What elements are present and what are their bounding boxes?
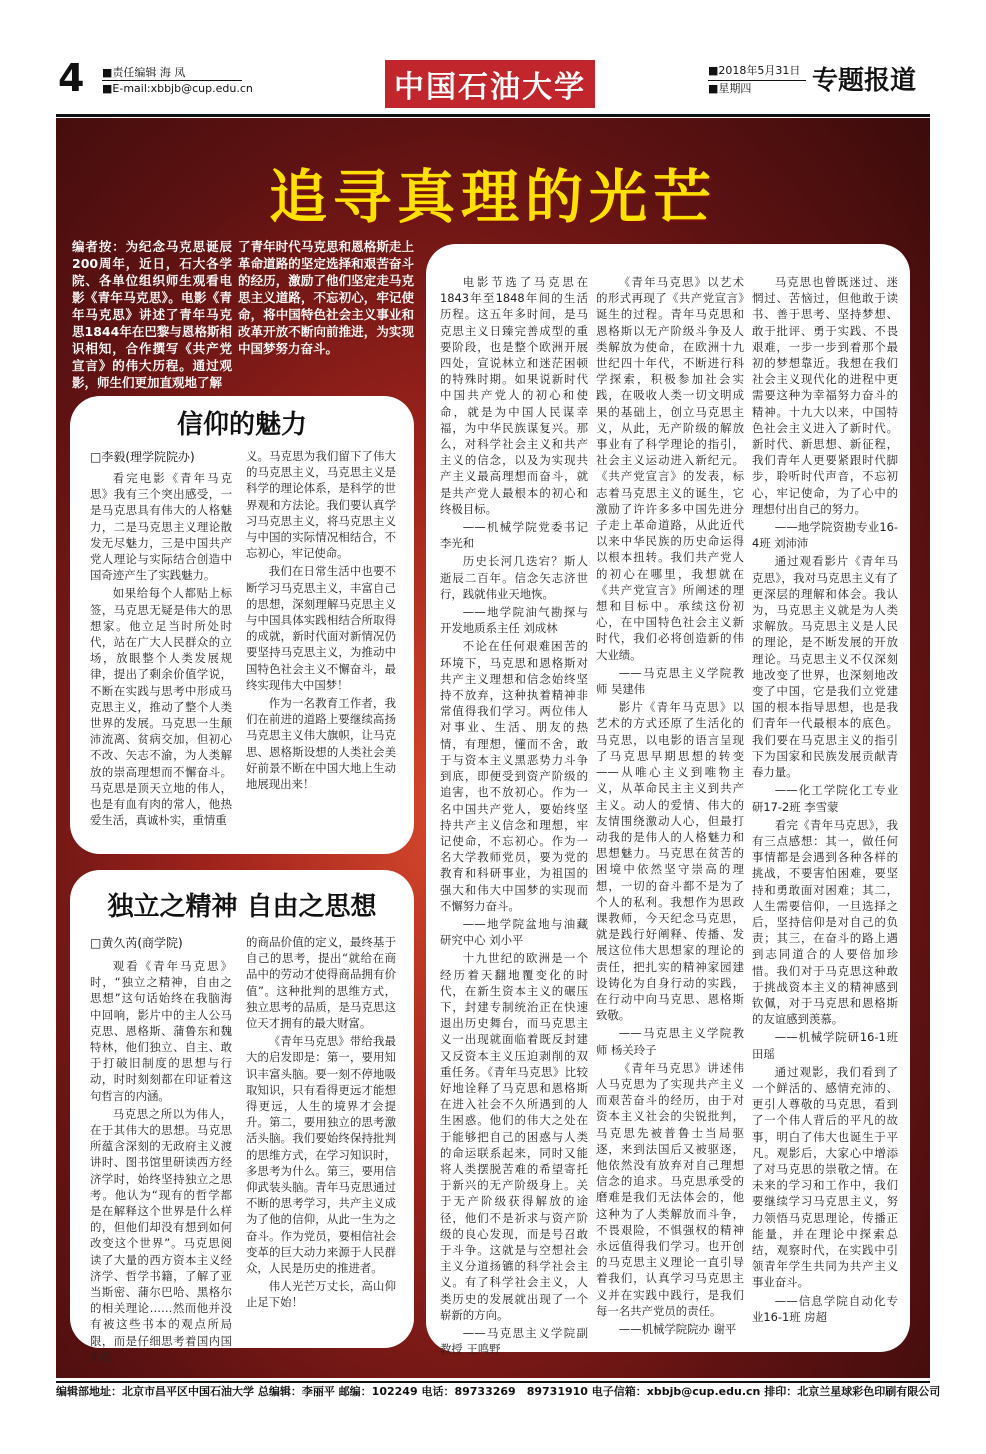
signature: ——机械学院党委书记 李光和 bbox=[440, 520, 588, 551]
paragraph: 我们在日常生活中也要不断学习马克思主义，丰富自己的思想，深刻理解马克思主义与中国具体实践相结合所取得的成就，新时代面对新情况仍要坚持马克思主义，为推动中国特色社会主义不懈奋斗，最终实现伟大中国梦！ bbox=[246, 564, 396, 692]
footer-postcode: 邮编：102249 bbox=[338, 1385, 418, 1398]
paragraph: 不论在任何艰难困苦的环境下，马克思和恩格斯对共产主义理想和信念始终坚持不放弃，这种执着精神非常值得我们学习。两位伟人对事业、生活、朋友的热情，有理想，懂而不舍，敢于与资本主义黑恶势力斗争到底，即便受到资产阶级的追害，也不放初心。作为一名中国共产党人，要始终坚持共产主义信念和理想，牢记使命，不忘初心。作为一名大学教师党员，要为党的教育和科研事业，为祖国的强大和伟大中国梦的实现而不懈努力奋斗。 bbox=[440, 639, 588, 913]
feature-title: 追寻真理的光芒 bbox=[268, 163, 717, 231]
header-rule-right bbox=[708, 80, 806, 81]
paragraph: 《青年马克思》带给我最大的启发即是：第一，要用知识丰富头脑。要一刻不停地吸取知识，只有看得更远才能想得更远，人生的境界才会提升。第二，要用独立的思考激活头脑。我们要始终保持批判的思维方式，在学习知识时，多思考为什么。第三，要用信仰武装头脑。青年马克思通过不断的思考学习，共产主义成为了他的信仰，从此一生为之奋斗。作为党员，要相信社会变革的巨大动力来源于人民群众，人民是历史的推进者。 bbox=[246, 1034, 396, 1276]
masthead-logo: 中国石油大学 bbox=[385, 60, 595, 108]
article-box-comments bbox=[426, 244, 910, 1357]
signature: ——化工学院化工专业研17-2班 李雪蒙 bbox=[752, 783, 898, 814]
paragraph: 伟人光芒万丈长，高山仰止足下始！ bbox=[246, 1279, 396, 1310]
editor-line: ■责任编辑 海 凤 bbox=[102, 66, 186, 79]
editor-note-part1: 编者按：为纪念马克思诞辰200周年，近日，石大各学院、各单位组织师生观看电影《青年马克思》。电影《青年马克思》讲述了青年马克思1844年在巴黎与恩格斯相识相知，合作撰写《共产党宣言》的伟大历程。通过观影，师生们更加直观地了解 bbox=[72, 239, 232, 390]
paragraph: 看完电影《青年马克思》我有三个突出感受，一是马克思具有伟大的人格魅力，二是马克思主义理论散发无尽魅力，三是中国共产党人理论与实际结合创造中国奇迹产生了实践魅力。 bbox=[90, 471, 232, 583]
article-column-independence-2 bbox=[246, 934, 396, 1313]
paragraph: 马克思也曾既迷过、迷惘过、苦恼过，但他敢于读书、善于思考、坚持梦想、敢于批评、勇于实践、不畏艰难，一步一步到着那个最初的梦想靠近。我想在我们社会主义现代化的进程中更需要这种为幸福努力奋斗的精神。十九大以来，中国特色社会主义进入了新时代。新时代、新思想、新征程，我们青年人更要紧跟时代脚步，聆听时代声音，不忘初心，牢记使命，为了心中的理想付出自己的努力。 bbox=[752, 275, 898, 516]
paragraph: 十九世纪的欧洲是一个经历着天翻地覆变化的时代，在新生资本主义的碾压下，封建专制统治正在快速退出历史舞台，而马克思主义一出现就面临着既反封建又反资本主义压迫剥削的双重任务。《青年马克思》比较好地诠释了马克思和恩格斯在进入社会不久所遇到的人生困惑。他们的伟大之处在于能够把自己的困惑与人类的命运联系起来，同时又能将人类摆脱苦难的希望寄托于新兴的无产阶级身上。关于无产阶级获得解放的途径，他们不是祈求与资产阶级的良心发现，而是号召敢于斗争。这就是与空想社会主义分道扬镳的科学社会主义。有了科学社会主义，人类历史的发展就出现了一个崭新的方向。 bbox=[440, 951, 588, 1322]
footer-printer: 排印：北京兰星球彩色印刷有限公司 bbox=[764, 1385, 941, 1398]
paragraph: 马克思之所以为伟人，在于其伟大的思想。马克思所蕴含深刻的无政府主义渡讲时、图书馆里研读西方经济学时，始终坚持独立之思考。他认为“现有的哲学都是在解释这个世界是什么样的，但他们却没有想到如何改变这个世界”。马克思阅读了大量的西方资本主义经济学、哲学书籍，了解了亚当斯密、蒲尔巴哈、黑格尔的相关理论……然而他并没有被这些书本的观点所局限，而是仔细思考着国内国外的 bbox=[90, 1106, 232, 1364]
paragraph: 观看《青年马克思》时，“独立之精神，自由之思想”这句话始终在我脑海中回响，影片中的主人公马克思、恩格斯、蒲鲁东和魏特林，他们独立、自主、敢于打破旧制度的思想与行动，时时刻刻都在印证着这句哲言的内涵。 bbox=[90, 959, 232, 1103]
paragraph: 通过观看影片《青年马克思》，我对马克思主义有了更深层的理解和体会。我认为，马克思主义就是为人类求解放。马克思主义是人民的理论，是不断发展的开放理论。马克思主义不仅深刻地改变了世界，也深刻地改变了中国，它是我们立党建国的根本指导思想，也是我们青年一代最根本的底色。我们要在马克思主义的指引下为国家和民族发展贡献青春力量。 bbox=[752, 554, 898, 780]
paragraph: 电影节选了马克思在1843年至1848年间的生活历程。这五年多时间，是马克思主义日臻完善成型的重要阶段，也是整个欧洲开展四处，宣说林立和迷茫困顿的特殊时期。如果说新时代中国共产党人的初心和使命，就是为中国人民谋幸福，为中华民族谋复兴。那么，对科学社会主义和共产主义的信念，以及为实现共产主义最高理想而奋斗，就是共产党人最根本的初心和终极目标。 bbox=[440, 275, 588, 516]
paragraph: 如果给每个人都贴上标签，马克思无疑是伟大的思想家。他立足当时所处时代，站在广大人民群众的立场，放眼整个人类发展规律，提出了剩余价值学说，不断在实践与思考中形成马克思主义，推动了整个人类世界的发展。马克思一生颠沛流离、贫病交加，但初心不改、矢志不渝，为人类解放的崇高理想而不懈奋斗。马克思是顶天立地的伟人，也是有血有肉的常人，他热爱生活，真诚朴实，重情重 bbox=[90, 586, 232, 828]
footer-info bbox=[56, 1384, 941, 1400]
footer-chief-editor: 总编辑：李丽平 bbox=[257, 1385, 335, 1398]
signature: ——机械学院院办 谢平 bbox=[618, 1322, 737, 1336]
signature: ——机械学院研16-1班 田瑶 bbox=[752, 1030, 898, 1061]
header-rule-left bbox=[102, 80, 242, 81]
signature: ——马克思主义学院副教授 王鸣野 bbox=[440, 1326, 588, 1357]
paragraph: 的商品价值的定义，最终基于自己的思考，提出“就给在商品中的劳动才使得商品拥有价值”。这种批判的思维方式，独立思考的品质，是马克思这位天才拥有的最大财富。 bbox=[246, 935, 396, 1031]
paragraph: 《青年马克思》讲述伟人马克思为了实现共产主义而艰苦奋斗的经历，由于对资本主义社会的尖锐批判，马克思先被普鲁士当局驱逐，来到法国后又被驱逐，他依然没有放弃对自己理想信念的追求。马克思承受的磨难是我们无法体会的，他这种为了人类解放而斗争，不畏艰险，不惧强权的精神永远值得我们学习。也开创的马克思主义理论一直引导着我们，认真学习马克思主义并在实践中践行，是我们每一名共产党员的责任。 bbox=[596, 1060, 744, 1318]
article-box-independence bbox=[70, 870, 414, 1364]
article-column-faith-2 bbox=[246, 448, 396, 794]
paragraph: 义。马克思为我们留下了伟大的马克思主义，马克思主义是科学的理论体系，是科学的世界观和方法论。我们要认真学习马克思主义，将马克思主义与中国的实际情况相结合，不忘初心，牢记使命。 bbox=[246, 449, 396, 561]
weekday-line: ■星期四 bbox=[708, 82, 752, 95]
article-title-faith: 信仰的魅力 bbox=[176, 410, 307, 440]
paragraph: 历史长河几迭宕？斯人逝辰二百年。信念矢志济世行，践就伟业天地恢。 bbox=[440, 554, 588, 601]
date-line: ■2018年5月31日 bbox=[708, 64, 801, 77]
header-divider bbox=[56, 114, 930, 117]
section-name: 专题报道 bbox=[812, 66, 917, 96]
signature: ——信息学院自动化专业16-1班 房超 bbox=[752, 1293, 898, 1324]
footer-address: 编辑部地址：北京市昌平区中国石油大学 bbox=[56, 1385, 254, 1398]
footer-email: 电子信箱：xbbjb@cup.edu.cn bbox=[591, 1385, 761, 1398]
paragraph: 影片《青年马克思》以艺术的方式还原了生活化的马克思，以电影的语言呈现了马克思早期思想的转变——从唯心主义到唯物主义，从革命民主主义到共产主义。动人的爱情、伟大的友情围绕激动人心，但最打动我的是伟人的人格魅力和思想魅力。马克思在贫苦的困境中依然坚守崇高的理想，一切的奋斗都不是为了个人的私利。我想作为思政课教师，今天纪念马克思，就是践行好阐释、传播、发展这位伟大思想家的理论的责任，把扎实的精神家园建设铸化为自身行动的实践，在行动中向马克思、恩格斯致敬。 bbox=[596, 700, 744, 1023]
footer-phone: 电话：89733269 89731910 bbox=[421, 1385, 588, 1398]
article-column-faith-1 bbox=[90, 470, 232, 830]
signature: ——地学院资勘专业16-4班 刘沛沛 bbox=[752, 520, 898, 551]
article-title-independence: 独立之精神 自由之思想 bbox=[107, 892, 377, 922]
signature: ——地学院油气勘探与开发地质系主任 刘成林 bbox=[440, 605, 588, 636]
paragraph: 看完《青年马克思》，我有三点感想：其一，做任何事情都是会遇到各种各样的挑战，不要害怕困难，要坚持和勇敢面对困难；其二，人生需要信仰，一旦选择之后，坚持信仰是对自己的负责；其三，在奋斗的路上遇到志同道合的人要倍加珍惜。我们对于马克思这种敢于挑战资本主义的精神感到钦佩，对于马克思和恩格斯的友谊感到羡慕。 bbox=[752, 817, 898, 1027]
signature: ——马克思主义学院教师 吴建伟 bbox=[596, 665, 744, 697]
article-column-independence-1 bbox=[90, 958, 232, 1367]
footer-rule bbox=[56, 1381, 930, 1383]
article-author-independence: □黄久芮(商学院) bbox=[90, 936, 183, 950]
email-line: ■E-mail:xbbjb@cup.edu.cn bbox=[102, 82, 253, 95]
comments-column-3 bbox=[752, 274, 898, 1327]
comments-column-2 bbox=[596, 274, 744, 1339]
paragraph: 《青年马克思》以艺术的形式再现了《共产党宣言》诞生的过程。青年马克思和恩格斯以无产阶级斗争及人类解放为使命，在欧洲十九世纪四十年代，不断进行科学探索，积极参加社会实践，在吸收人类一切文明成果的基础上，创立马克思主义，从此，无产阶级的解放事业有了科学理论的指引，社会主义运动进入新纪元。《共产党宣言》的发表，标志着马克思主义的诞生，它激励了许许多多中国先进分子走上革命道路，从此近代以来中华民族的历史命运得以根本扭转。我们共产党人的初心在哪里，我想就在《共产党宣言》所阐述的理想和目标中。承续这份初心，在中国特色社会主义新时代，我们必将创造新的伟大业绩。 bbox=[596, 275, 744, 662]
page-number: 4 bbox=[58, 56, 85, 100]
article-author-faith: □李毅(理学院院办) bbox=[90, 450, 195, 464]
paragraph: 作为一名教育工作者，我们在前进的道路上要继续高扬马克思主义伟大旗帜，让马克思、恩格斯设想的人类社会美好前景不断在中国大地上生动地展现出来！ bbox=[246, 696, 396, 792]
paragraph: 通过观影，我们看到了一个鲜活的、感情充沛的、更引人尊敬的马克思，看到了一个伟人背后的平凡的故事，明白了伟大也诞生于平凡。观影后，大家心中增添了对马克思的崇敬之情。在未来的学习和工作中，我们要继续学习马克思主义，努力领悟马克思理论，传播正能量，并在理论中探索总结，观察时代，在实践中引领青年学生共同为共产主义事业奋斗。 bbox=[752, 1064, 898, 1290]
comments-column-1 bbox=[440, 274, 588, 1359]
signature: ——马克思主义学院教师 杨关玲子 bbox=[596, 1026, 744, 1057]
article-box-faith bbox=[70, 396, 414, 854]
editor-note-part2: 了青年时代马克思和恩格斯走上革命道路的坚定选择和艰苦奋斗的经历，激励了他们坚定走马克思主义道路，不忘初心，牢记使命，将中国特色社会主义事业和改革开放不断向前推进，为实现中国梦努力奋斗。 bbox=[238, 239, 414, 356]
signature: ——地学院盆地与油藏研究中心 刘小平 bbox=[440, 916, 588, 948]
